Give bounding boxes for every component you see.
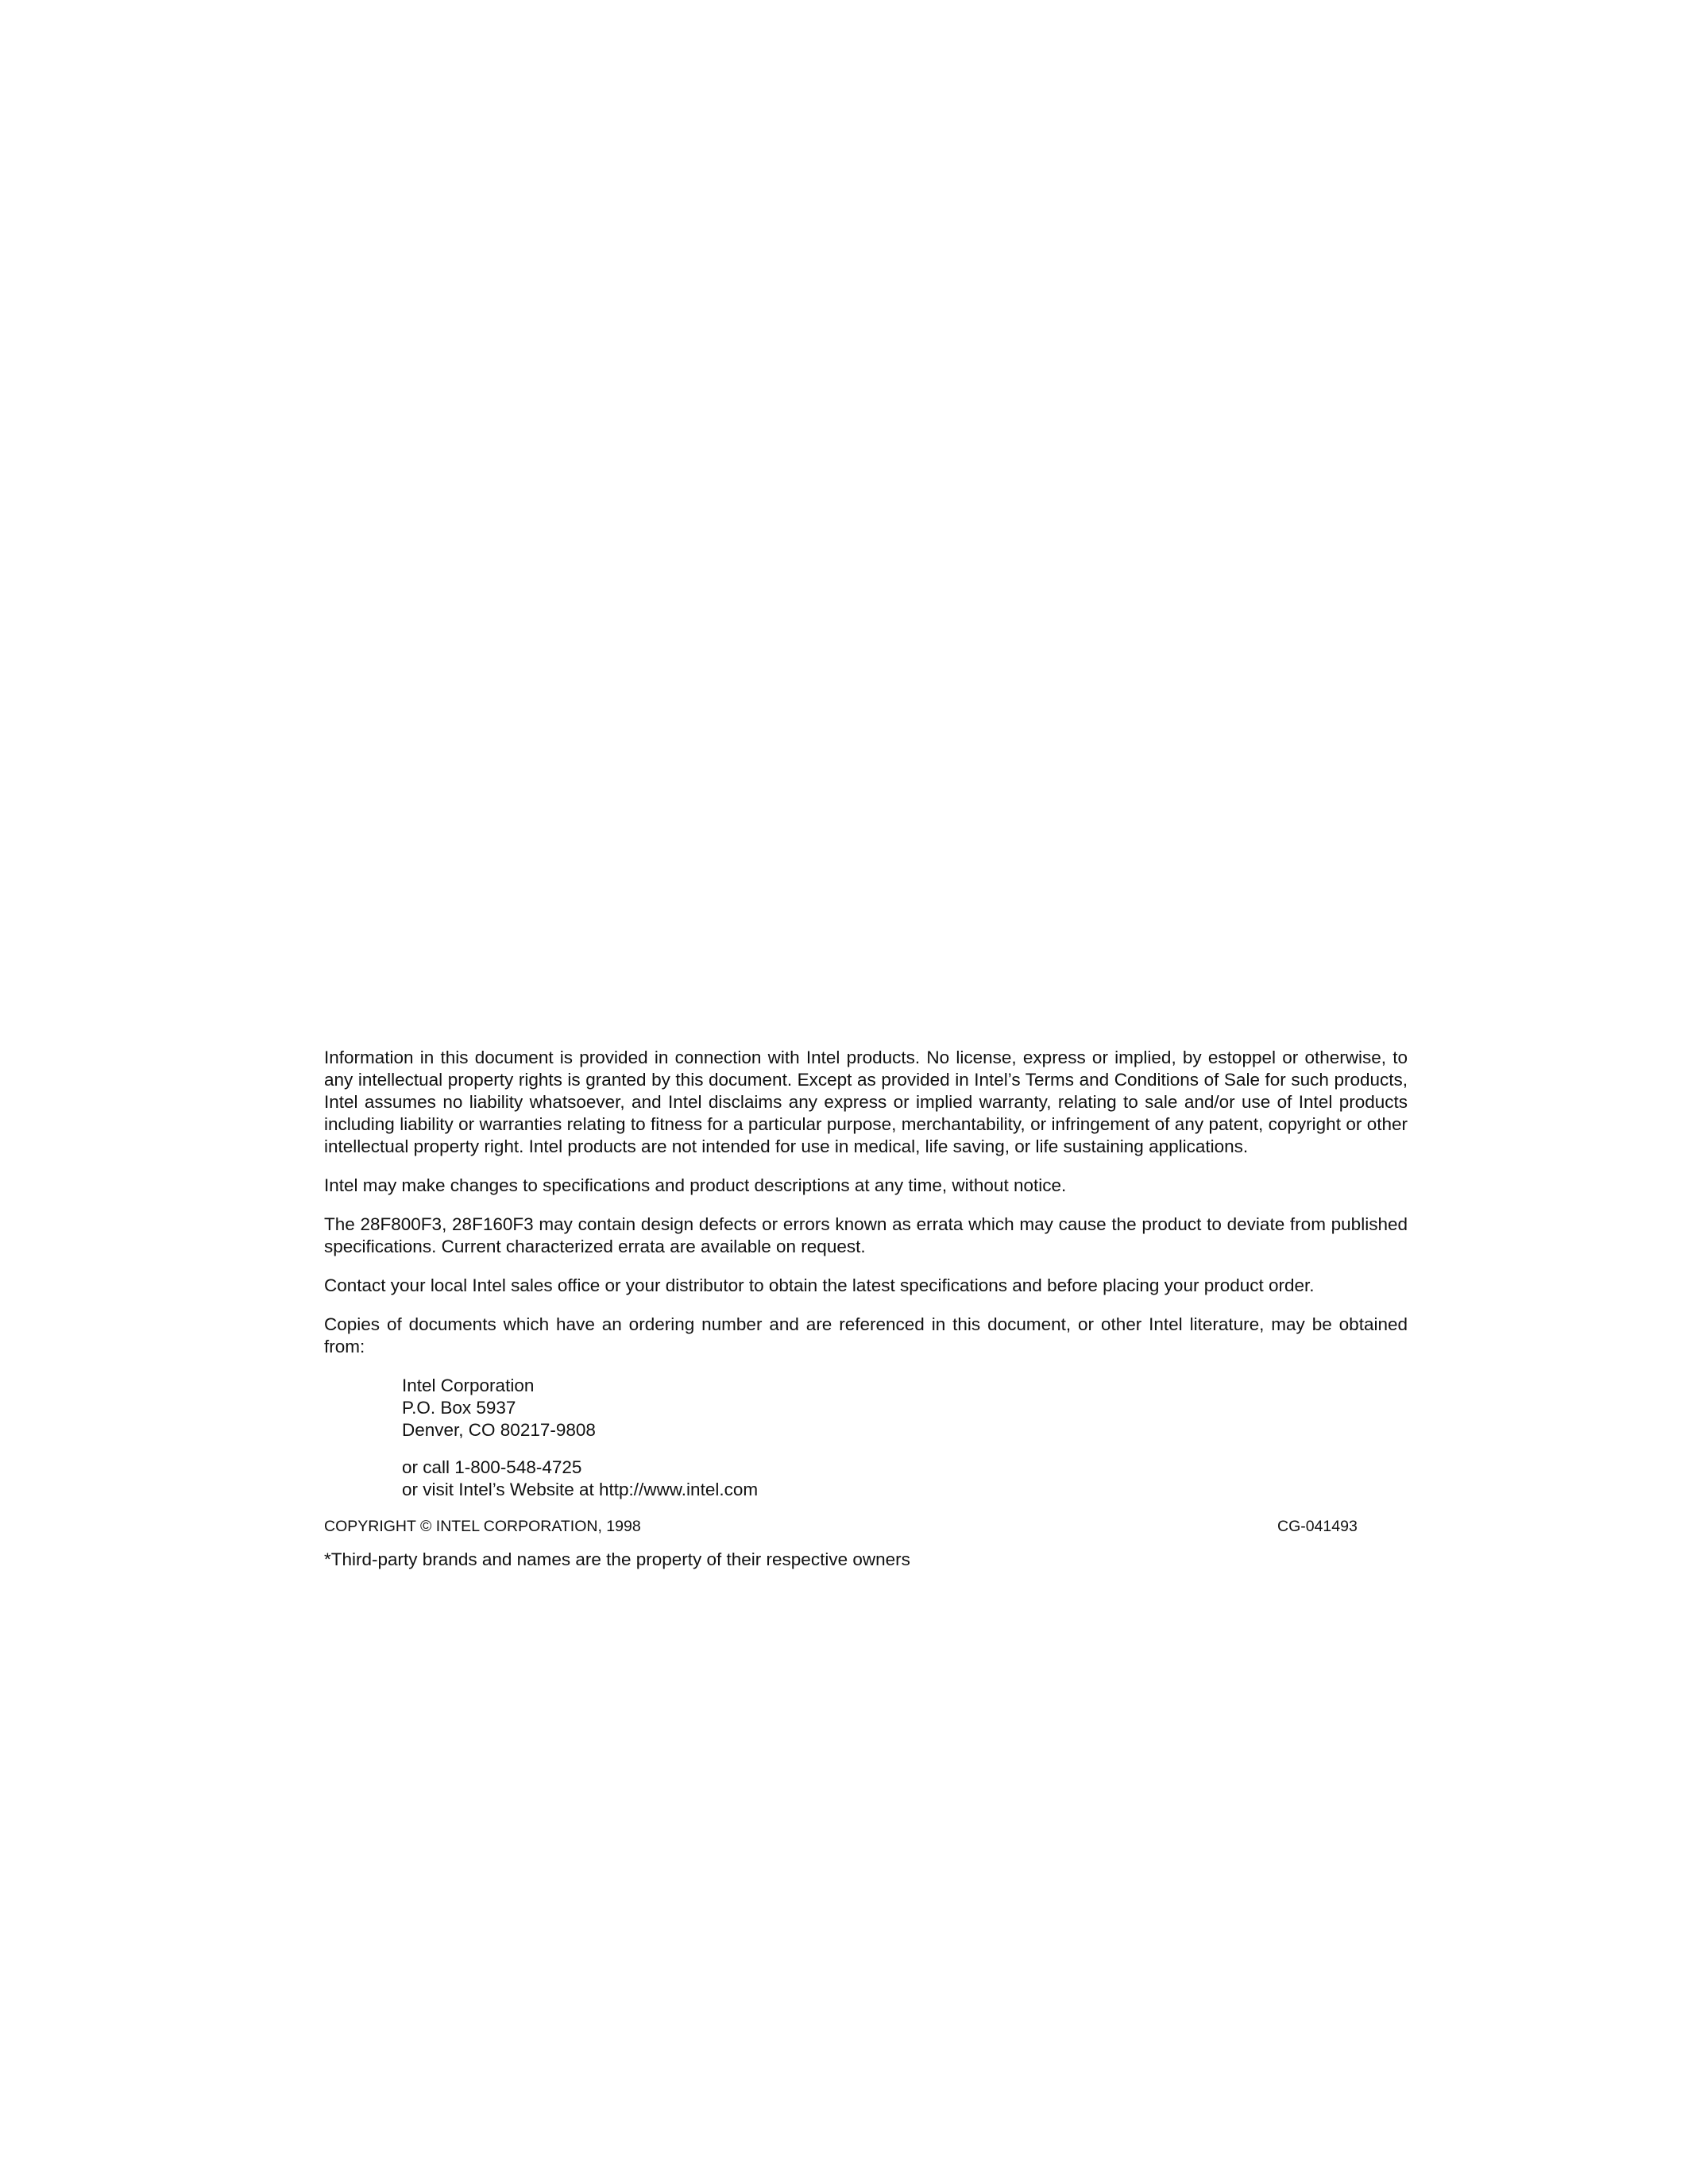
copyright-notice: COPYRIGHT © INTEL CORPORATION, 1998 <box>324 1518 641 1535</box>
address-company: Intel Corporation <box>402 1376 535 1395</box>
disclaimer-paragraph: Information in this document is provided in connection with Intel products. No license, express or implied, by estoppel or otherwise, to any intellectual property rights is granted by this document. Except as provided in Intel’s Terms and Conditions of Sale for such products, Intel assumes no liability whatsoever, and Intel disclaims any express or implied warranty, relating to sale and/or use of Intel products including liability or warranties relating to fitness for a particular purpose, merchantability, or infringement of any patent, copyright or other intellectual property right. Intel products are not intended for use in medical, life saving, or life sustaining applications. <box>324 1048 1408 1156</box>
address-city: Denver, CO 80217-9808 <box>402 1420 596 1440</box>
website-line: or visit Intel’s Website at http://www.intel.com <box>402 1480 759 1499</box>
copyright-row <box>324 1517 1408 1536</box>
trademark-notice: *Third-party brands and names are the property of their respective owners <box>324 1549 910 1569</box>
address-po-box: P.O. Box 5937 <box>402 1398 516 1418</box>
changes-notice-paragraph: Intel may make changes to specifications and product descriptions at any time, without notice. <box>324 1175 1067 1195</box>
contact-sales-paragraph: Contact your local Intel sales office or your distributor to obtain the latest specifications and before placing your product order. <box>324 1275 1315 1295</box>
legal-notice-block <box>324 1047 1408 1571</box>
mailing-address <box>402 1375 1408 1441</box>
contact-info <box>402 1457 1408 1501</box>
phone-line: or call 1-800-548-4725 <box>402 1457 582 1477</box>
document-copies-paragraph: Copies of documents which have an ordering number and are referenced in this document, or other Intel literature, may be obtained from: <box>324 1314 1408 1356</box>
errata-notice-paragraph: The 28F800F3, 28F160F3 may contain design defects or errors known as errata which may cause the product to deviate from published specifications. Current characterized errata are available on request. <box>324 1214 1408 1256</box>
document-code: CG-041493 <box>1277 1518 1358 1535</box>
